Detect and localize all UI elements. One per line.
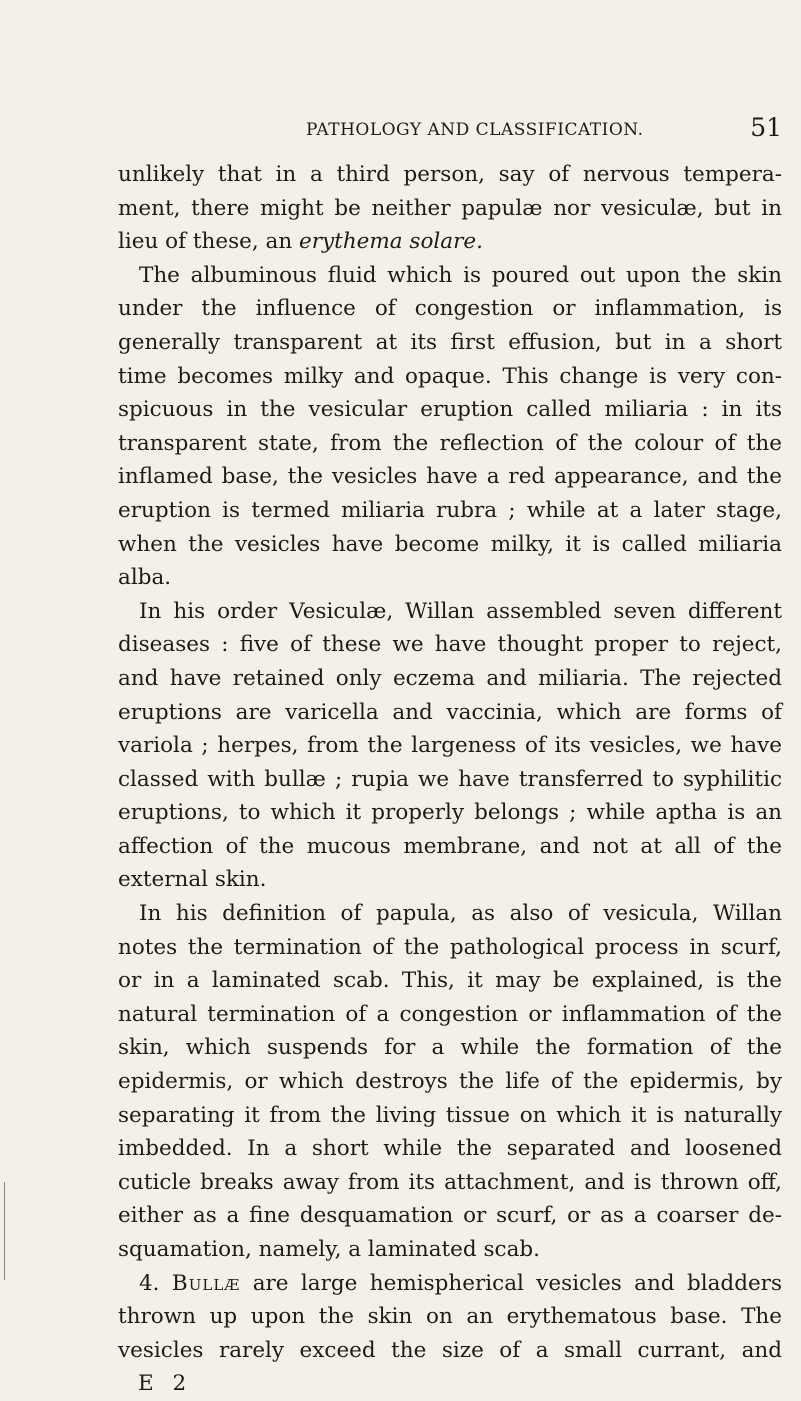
italic-term: erythema solare.	[299, 229, 483, 255]
text-line: epidermis, or which destroys the life of the epidermis, by	[118, 1069, 782, 1095]
text-line: time becomes milky and opaque. This change is very con-	[118, 363, 782, 389]
text-line: when the vesicles have become milky, it is called miliaria	[118, 531, 782, 557]
section-number: 4.	[139, 1270, 172, 1296]
text-line: or in a laminated scab. This, it may be explained, is the	[118, 968, 782, 994]
text-line: variola ; herpes, from the largeness of its vesicles, we have	[118, 733, 782, 759]
text-line: under the influence of congestion or inflammation, is	[118, 296, 782, 322]
text-line: imbedded. In a short while the separated and loosened	[118, 1136, 782, 1162]
text-line: transparent state, from the reflection of the colour of the	[118, 430, 782, 456]
text-line: diseases : five of these we have thought proper to reject,	[118, 632, 782, 658]
text-line: eruptions, to which it properly belongs ; while aptha is an	[118, 800, 782, 826]
text-line: skin, which suspends for a while the formation of the	[118, 1035, 782, 1061]
text-line: natural termination of a congestion or inflammation of the	[118, 1001, 782, 1027]
page-header	[156, 113, 782, 149]
text-line: The albuminous fluid which is poured out upon the skin	[139, 262, 782, 288]
text-line: generally transparent at its first effusion, but in a short	[118, 329, 782, 355]
text-span: lieu of these, an	[118, 229, 300, 255]
text-line: squamation, namely, a laminated scab.	[118, 1237, 540, 1262]
text-line: external skin.	[118, 867, 267, 893]
signature-mark: E 2	[138, 1371, 193, 1397]
running-head: PATHOLOGY AND CLASSIFICATION.	[306, 120, 644, 140]
text-line: ment, there might be neither papulæ nor vesiculæ, but in	[118, 195, 782, 221]
page-number: 51	[750, 113, 782, 142]
text-line: cuticle breaks away from its attachment, and is thrown off,	[118, 1169, 782, 1195]
text-line: In his order Vesiculæ, Willan assembled seven different	[139, 598, 782, 624]
text-span: are large hemispherical vesicles and bladders	[240, 1270, 782, 1296]
text-line	[118, 1267, 782, 1301]
text-line: classed with bullæ ; rupia we have transferred to syphilitic	[118, 766, 782, 792]
text-line: spicuous in the vesicular eruption called miliaria : in its	[118, 397, 782, 423]
text-line: vesicles rarely exceed the size of a small currant, and	[118, 1337, 782, 1363]
text-line: either as a fine desquamation or scurf, or as a coarser de-	[118, 1203, 782, 1229]
text-line: In his definition of papula, as also of vesicula, Willan	[139, 901, 782, 927]
text-line: and have retained only eczema and miliaria. The rejected	[118, 665, 782, 691]
text-line: separating it from the living tissue on which it is naturally	[118, 1102, 782, 1128]
page-edge-line	[4, 1182, 5, 1280]
text-line: eruption is termed miliaria rubra ; while at a later stage,	[118, 497, 782, 523]
text-line	[118, 225, 782, 259]
body-text	[118, 158, 782, 1401]
text-line: inflamed base, the vesicles have a red appearance, and the	[118, 464, 782, 490]
text-line: eruptions are varicella and vaccinia, which are forms of	[118, 699, 782, 725]
text-line: affection of the mucous membrane, and not at all of the	[118, 833, 782, 859]
text-line: notes the termination of the pathological process in scurf,	[118, 934, 782, 960]
text-line: thrown up upon the skin on an erythematous base. The	[118, 1304, 782, 1330]
text-line: alba.	[118, 565, 172, 591]
section-heading: Bullæ	[171, 1270, 241, 1296]
text-line: unlikely that in a third person, say of nervous tempera-	[118, 162, 782, 187]
